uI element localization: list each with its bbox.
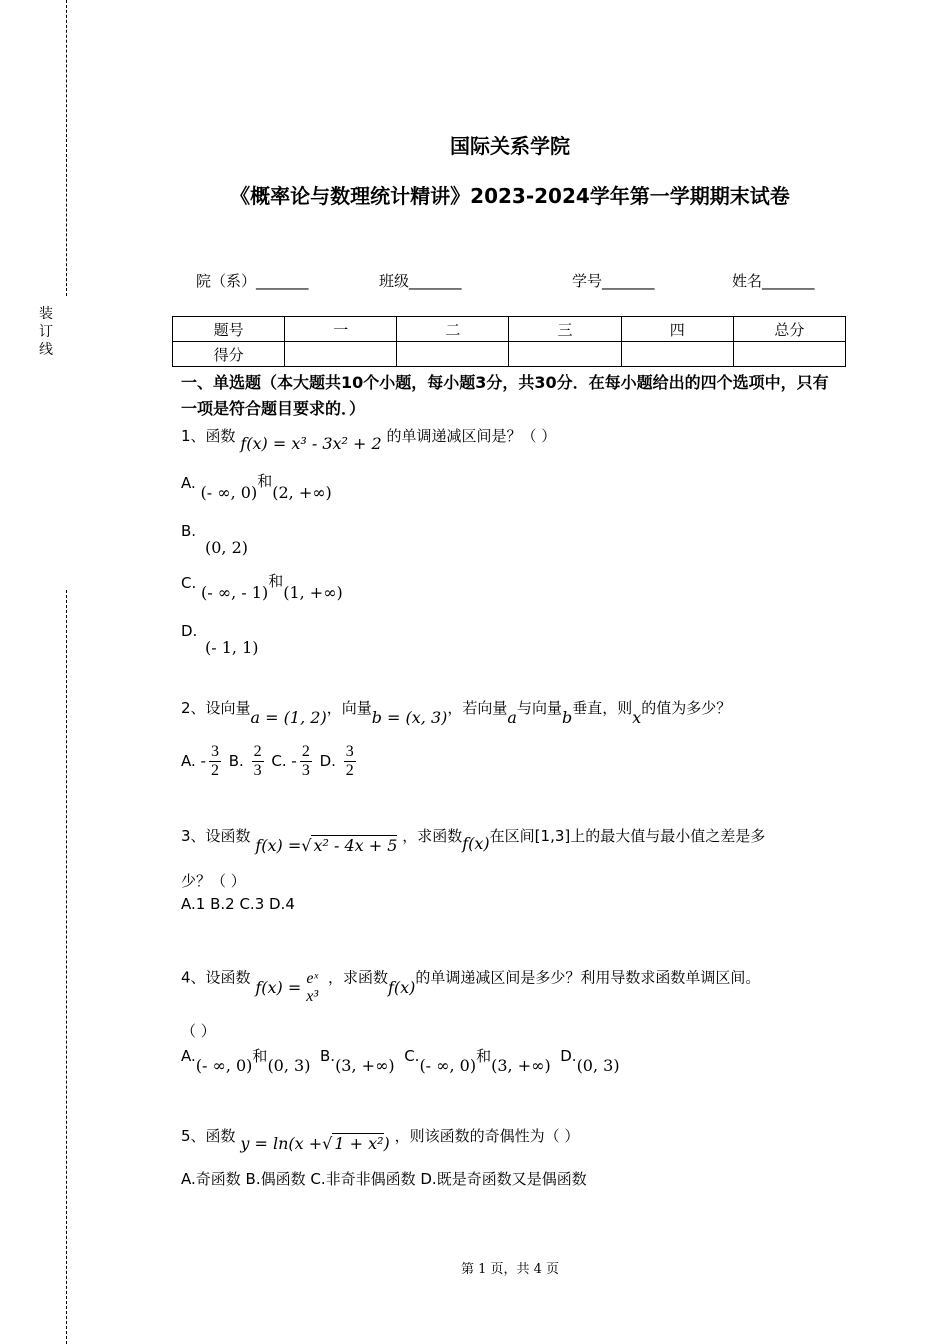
q1-b-label: B. [181, 522, 197, 540]
score-cell [509, 342, 621, 367]
q2-c-sign: - [291, 752, 297, 770]
q5-formula-lhs: y = ln(x + [240, 1134, 323, 1153]
q2-d-fraction [344, 743, 356, 780]
q2-text: 的值为多少？ [641, 699, 732, 717]
q2-a-fraction [209, 743, 221, 780]
q2-var-b: b [561, 708, 573, 727]
q2-c-fraction [300, 743, 312, 780]
q4-formula-fraction [304, 970, 320, 1006]
numerator: 3 [210, 743, 219, 760]
q5-text: 5、函数 [181, 1127, 236, 1145]
q1-option-c [181, 572, 343, 602]
denominator: 2 [345, 762, 354, 779]
q4-a-label: A. [181, 1047, 196, 1065]
score-cell [397, 342, 509, 367]
name-field: 姓名_______ [732, 272, 815, 290]
q4-text: 4、设函数 [181, 968, 251, 987]
q2-vector-a: a = (1, 2) [250, 708, 327, 727]
q1-prefix: 1、函数 [181, 427, 236, 445]
q1-c-and: 和 [268, 572, 284, 590]
q1-a-and: 和 [257, 472, 273, 490]
q2-text: 垂直，则 [572, 699, 633, 717]
q5-formula-close: ) [383, 1134, 390, 1153]
page-footer: 第 1 页，共 4 页 [460, 1262, 560, 1277]
denominator: 3 [253, 762, 262, 779]
denominator: 2 [210, 762, 219, 779]
score-header-cell: 题号 [173, 317, 285, 342]
binding-dashed-line-bottom [66, 590, 67, 1344]
score-header-cell: 二 [397, 317, 509, 342]
numerator: 2 [301, 743, 310, 760]
q4-b-label: B. [320, 1047, 336, 1065]
q2-var-a: a [507, 708, 517, 727]
q4-text: ，求函数 [327, 968, 388, 987]
q2-a-label: A. [181, 752, 196, 770]
q5-text: ，则该函数的奇偶性为（ ） [394, 1127, 580, 1145]
q4-c-and: 和 [476, 1047, 492, 1065]
q3-stem-cont: 少？（ ） [181, 872, 246, 890]
q1-option-d [181, 622, 259, 659]
q4-options [181, 1045, 620, 1075]
denominator: 3 [301, 762, 310, 779]
score-cell [285, 342, 397, 367]
q5-options: A.奇函数 B.偶函数 C.非奇非偶函数 D.既是奇函数又是偶函数 [181, 1170, 587, 1188]
score-header-cell: 三 [509, 317, 621, 342]
q3-stem [181, 825, 766, 855]
q2-text: ，若向量 [447, 699, 508, 717]
score-header-cell: 一 [285, 317, 397, 342]
q4-a-interval2: (0, 3) [267, 1056, 311, 1075]
q2-d-label: D. [319, 752, 336, 770]
denominator: x³ [306, 988, 319, 1005]
numerator: 3 [345, 743, 354, 760]
q4-a-and: 和 [252, 1047, 268, 1065]
q3-text: 在区间[1,3]上的最大值与最小值之差是多 [489, 827, 766, 845]
q1-d-interval: (- 1, 1) [205, 638, 259, 657]
score-table-score-row [173, 342, 846, 367]
q4-a-interval1: (- ∞, 0) [195, 1056, 253, 1075]
q4-stem [181, 960, 761, 1005]
q3-text: 3、设函数 [181, 827, 251, 845]
score-cell [733, 342, 845, 367]
q2-b-fraction [252, 743, 264, 780]
q3-formula: f(x) =√ x² - 4x + 5 [255, 836, 398, 855]
q1-a-interval1: (- ∞, 0) [200, 483, 258, 502]
q1-suffix: 的单调递减区间是？（ ） [386, 427, 557, 445]
q2-vector-b: b = (x, 3) [371, 708, 448, 727]
q1-d-label: D. [181, 622, 198, 640]
numerator: eˣ [306, 970, 319, 987]
q1-c-label: C. [181, 574, 197, 592]
score-table-header-row [173, 317, 846, 342]
q4-formula-lhs: f(x) = [255, 977, 302, 997]
binding-line-label: 装订线 [39, 306, 53, 358]
q2-text: ，向量 [326, 699, 372, 717]
q1-option-a [181, 472, 332, 502]
student-id-field: 学号_______ [572, 272, 655, 290]
q1-b-interval: (0, 2) [205, 538, 249, 557]
q4-d-interval: (0, 3) [576, 1056, 620, 1075]
q2-c-label: C. [271, 752, 287, 770]
q2-var-x: x [632, 708, 642, 727]
q5-formula-radicand: 1 + x² [334, 1134, 384, 1153]
q5-stem [181, 1125, 580, 1153]
numerator: 2 [253, 743, 262, 760]
score-cell [621, 342, 733, 367]
dept-field: 院（系）_______ [196, 272, 309, 290]
q1-a-interval2: (2, +∞) [272, 483, 332, 502]
q5-formula: y = ln(x +√ 1 + x²) [240, 1134, 390, 1153]
school-title: 国际关系学院 [450, 134, 570, 158]
q3-formula-radicand: x² - 4x + 5 [313, 836, 398, 855]
score-header-cell: 总分 [733, 317, 845, 342]
q1-c-interval1: (- ∞, - 1) [201, 583, 269, 602]
score-header-cell: 四 [621, 317, 733, 342]
q4-c-label: C. [404, 1047, 420, 1065]
score-table [172, 316, 846, 367]
q2-text: 2、设向量 [181, 699, 251, 717]
q2-b-label: B. [228, 752, 244, 770]
q2-a-sign: - [200, 752, 206, 770]
q4-c-interval2: (3, +∞) [491, 1056, 551, 1075]
q1-stem [181, 425, 557, 453]
q4-b-interval: (3, +∞) [335, 1056, 395, 1075]
exam-title: 《概率论与数理统计精讲》2023-2024学年第一学期期末试卷 [230, 184, 790, 208]
q4-fx: f(x) [387, 977, 416, 997]
q1-formula: f(x) = x³ - 3x² + 2 [240, 434, 382, 453]
q3-text: ，求函数 [402, 827, 463, 845]
q3-formula-lhs: f(x) = [255, 836, 302, 855]
q2-options [181, 743, 359, 780]
q4-c-interval1: (- ∞, 0) [419, 1056, 477, 1075]
q2-text: 与向量 [516, 699, 562, 717]
section1-heading: 一、单选题（本大题共10个小题，每小题3分，共30分．在每小题给出的四个选项中，只有一项是符合题目要求的．） [181, 373, 829, 418]
q3-options: A.1 B.2 C.3 D.4 [181, 895, 295, 913]
class-field: 班级_______ [379, 272, 462, 290]
q4-text: 的单调递减区间是多少？利用导数求函数单调区间。 [415, 968, 761, 987]
q1-a-label: A. [181, 474, 196, 492]
score-row-label: 得分 [173, 342, 285, 367]
q2-stem [181, 697, 732, 727]
q1-c-interval2: (1, +∞) [283, 583, 343, 602]
q1-option-b [181, 522, 249, 559]
q4-paren: （ ） [181, 1022, 216, 1040]
q4-d-label: D. [560, 1047, 577, 1065]
q3-fx: f(x) [462, 834, 490, 853]
